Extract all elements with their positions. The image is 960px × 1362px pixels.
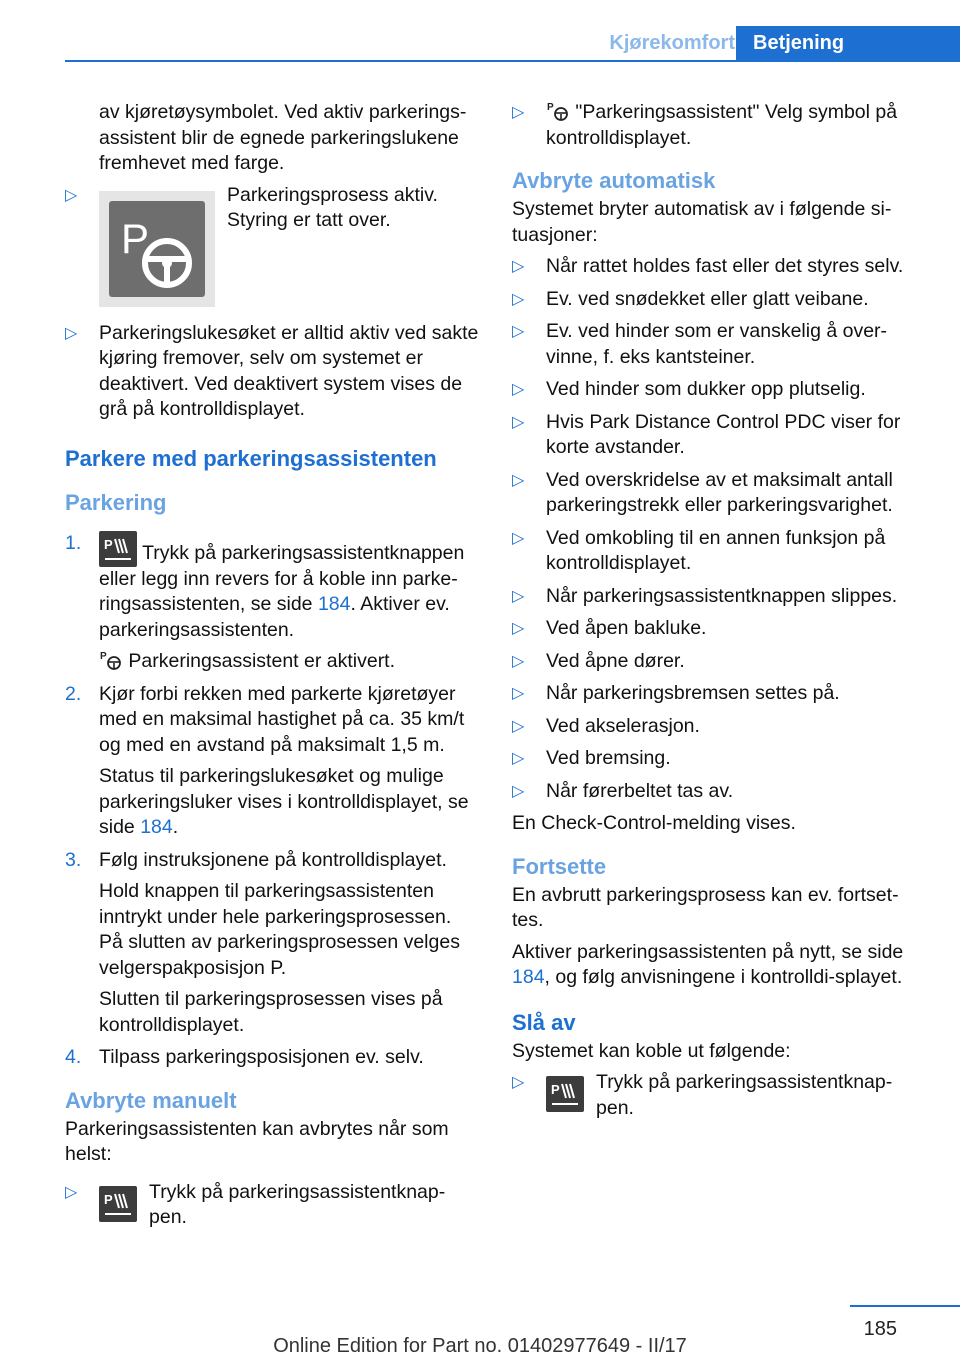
list-item bbox=[512, 377, 917, 403]
step-number: 2. bbox=[65, 682, 82, 705]
list-item bbox=[512, 410, 917, 461]
page-link[interactable]: 184 bbox=[512, 966, 545, 988]
manual-text: Parkeringsassistenten kan avbrytes når som helst: bbox=[65, 1117, 449, 1165]
bullet-marker: ▷ bbox=[65, 324, 78, 342]
list-item-text: Ved bremsing. bbox=[546, 747, 671, 769]
bullet-marker: ▷ bbox=[512, 652, 525, 670]
svg-text:P: P bbox=[547, 102, 554, 113]
step-text: Kjør forbi rekken med parkerte kjøretøyer med en maksimal hastighet på ca. 35 km/t og med en avstand på maksimalt 1,5 m. bbox=[99, 682, 465, 756]
step-number: 3. bbox=[65, 848, 82, 871]
list-item bbox=[512, 714, 917, 740]
bullet-marker: ▷ bbox=[65, 1183, 78, 1201]
step-subtext: Parkeringsassistent er aktivert. bbox=[123, 650, 396, 672]
svg-text:P: P bbox=[104, 536, 113, 552]
left-column bbox=[65, 100, 480, 1238]
tab-section[interactable]: Kjørekomfort bbox=[609, 32, 735, 54]
step-1 bbox=[65, 531, 480, 675]
bullet-marker: ▷ bbox=[512, 750, 525, 767]
bullet-select-symbol bbox=[512, 100, 917, 151]
bullet-manual-cancel bbox=[65, 1180, 480, 1231]
bullet-marker: ▷ bbox=[512, 620, 525, 637]
bullet-text: Trykk på parkeringsassistentknap-pen. bbox=[596, 1071, 893, 1119]
list-item-text: Når rattet holdes fast eller det styres selv. bbox=[546, 255, 904, 277]
bullet-text: "Parkeringsassistent" Velg symbol på kontrolldisplayet. bbox=[546, 101, 898, 149]
step-2 bbox=[65, 682, 480, 841]
list-item bbox=[512, 649, 917, 675]
parking-assistant-button-icon bbox=[99, 531, 137, 567]
list-item bbox=[512, 468, 917, 519]
svg-text:P: P bbox=[551, 1082, 560, 1097]
step-text: Status til parkeringslukesøket og mulige parkeringsluker vises i kontrolldisplayet, se side bbox=[99, 765, 469, 838]
off-text: Systemet kan koble ut følgende: bbox=[512, 1039, 791, 1062]
step-text: . Aktiver ev. parkeringsassistenten. bbox=[99, 593, 450, 641]
bullet-text: Parkeringslukesøket er alltid aktiv ved sakte kjøring fremover, selv om systemet er deaktivert. Ved deaktivert system vises de grå på kontrolldisplayet. bbox=[99, 321, 479, 420]
heading-switch-off: Slå av bbox=[512, 1009, 576, 1035]
svg-text:P: P bbox=[121, 214, 150, 262]
list-item-text: Ev. ved hinder som er vanskelig å over-vinne, f. eks kantsteiner. bbox=[546, 320, 888, 368]
heading-cancel-manual: Avbryte manuelt bbox=[65, 1087, 237, 1113]
list-item-text: Ved åpne dører. bbox=[546, 649, 685, 672]
svg-text:P: P bbox=[100, 651, 107, 662]
heading-cancel-auto: Avbryte automatisk bbox=[512, 168, 716, 193]
bullet-marker: ▷ bbox=[512, 685, 525, 702]
bullet-marker: ▷ bbox=[512, 104, 525, 121]
step-text: Hold knappen til parkeringsassistenten inntrykt under hele parkeringsprosessen. På slutten av parkeringsprosessen velges velgerspakposisjon P. bbox=[99, 880, 460, 979]
list-item-text: Ved omkobling til en annen funksjon på kontrolldisplayet. bbox=[546, 526, 886, 574]
list-item bbox=[512, 319, 917, 370]
parking-assistant-button-icon bbox=[99, 1186, 137, 1222]
list-item-text: Ev. ved snødekket eller glatt veibane. bbox=[546, 287, 869, 310]
bullet-marker: ▷ bbox=[512, 290, 525, 308]
list-item bbox=[512, 254, 917, 280]
tab-active[interactable]: Betjening bbox=[736, 26, 960, 62]
bullet-marker: ▷ bbox=[512, 381, 525, 398]
list-item bbox=[512, 681, 917, 707]
edition-footer: Online Edition for Part no. 01402977649 - II/17 bbox=[273, 1335, 687, 1357]
bullet-marker: ▷ bbox=[512, 782, 525, 800]
step-text: Slutten til parkeringsprosessen vises på kontrolldisplayet. bbox=[99, 988, 443, 1036]
footer-rule bbox=[850, 1305, 960, 1307]
auto-list bbox=[512, 254, 917, 804]
list-item bbox=[512, 779, 917, 805]
list-item-text: Ved overskridelse av et maksimalt antall parkeringstrekk eller parkeringsvarighet. bbox=[546, 468, 893, 516]
list-item bbox=[512, 616, 917, 642]
header-rule bbox=[65, 60, 960, 62]
right-column bbox=[512, 100, 917, 1128]
step-text: Trykk på parkeringsassistentknappen eller legg inn revers for å koble inn parke-ringsassistenten, se side bbox=[99, 541, 465, 615]
list-item-text: Når parkeringsbremsen settes på. bbox=[546, 682, 840, 704]
bullet-marker: ▷ bbox=[512, 258, 525, 275]
parking-steering-icon bbox=[99, 191, 215, 307]
bullet-text: Trykk på parkeringsassistentknap-pen. bbox=[149, 1180, 446, 1228]
bullet-switch-off bbox=[512, 1070, 917, 1121]
step-3 bbox=[65, 848, 480, 1039]
bullet-marker: ▷ bbox=[512, 471, 525, 489]
bullet-marker: ▷ bbox=[512, 717, 525, 735]
page-link[interactable]: 184 bbox=[317, 593, 351, 615]
step-text: . bbox=[172, 816, 179, 838]
step-4 bbox=[65, 1045, 480, 1071]
bullet-search bbox=[65, 321, 480, 423]
bullet-marker: ▷ bbox=[512, 413, 525, 431]
list-item bbox=[512, 287, 917, 313]
list-item-text: Når førerbeltet tas av. bbox=[546, 779, 734, 802]
parking-assistant-symbol-icon bbox=[546, 100, 570, 122]
list-item-text: Hvis Park Distance Control PDC viser for korte avstander. bbox=[546, 410, 901, 458]
parking-assistant-symbol-icon bbox=[99, 649, 123, 671]
bullet-marker: ▷ bbox=[512, 323, 525, 340]
auto-text: Systemet bryter automatisk av i følgende si-tuasjoner: bbox=[512, 198, 892, 246]
list-item bbox=[512, 526, 917, 577]
step-number: 1. bbox=[65, 531, 82, 554]
bullet-marker: ▷ bbox=[512, 1074, 525, 1091]
list-item-text: Når parkeringsassistentknappen slippes. bbox=[546, 584, 898, 607]
heading-continue: Fortsette bbox=[512, 853, 607, 879]
heading-parking-assistant: Parkere med parkeringsassistenten bbox=[65, 445, 437, 471]
continue-text: , og følg anvisningene i kontrolldi-splayet. bbox=[544, 966, 903, 988]
continue-text: En avbrutt parkeringsprosess kan ev. fortset-tes. bbox=[512, 883, 899, 931]
bullet-marker: ▷ bbox=[512, 587, 525, 605]
bullet-text: Parkeringsprosess aktiv. Styring er tatt over. bbox=[227, 183, 438, 231]
page-link[interactable]: 184 bbox=[140, 816, 173, 838]
continue-text: Aktiver parkeringsassistenten på nytt, se side bbox=[512, 940, 904, 963]
bullet-marker: ▷ bbox=[512, 529, 525, 547]
page-number: 185 bbox=[863, 1318, 897, 1340]
step-text: Følg instruksjonene på kontrolldisplayet. bbox=[99, 848, 447, 871]
list-item bbox=[512, 584, 917, 610]
intro-text: av kjøretøysymbolet. Ved aktiv parkerings-assistent blir de egnede parkeringslukene fremhevet med farge. bbox=[99, 101, 467, 174]
bullet-marker: ▷ bbox=[65, 186, 78, 204]
header-bar bbox=[65, 26, 960, 62]
parking-assistant-button-icon bbox=[546, 1076, 584, 1112]
list-item-text: Ved hinder som dukker opp plutselig. bbox=[546, 378, 866, 400]
heading-parking: Parkering bbox=[65, 489, 167, 515]
check-control-text: En Check-Control-melding vises. bbox=[512, 812, 796, 834]
list-item bbox=[512, 746, 917, 772]
bullet-process-active bbox=[65, 183, 480, 309]
step-number: 4. bbox=[65, 1046, 82, 1068]
list-item-text: Ved akselerasjon. bbox=[546, 714, 700, 737]
step-text: Tilpass parkeringsposisjonen ev. selv. bbox=[99, 1046, 424, 1068]
list-item-text: Ved åpen bakluke. bbox=[546, 617, 707, 639]
svg-text:P: P bbox=[104, 1191, 113, 1207]
